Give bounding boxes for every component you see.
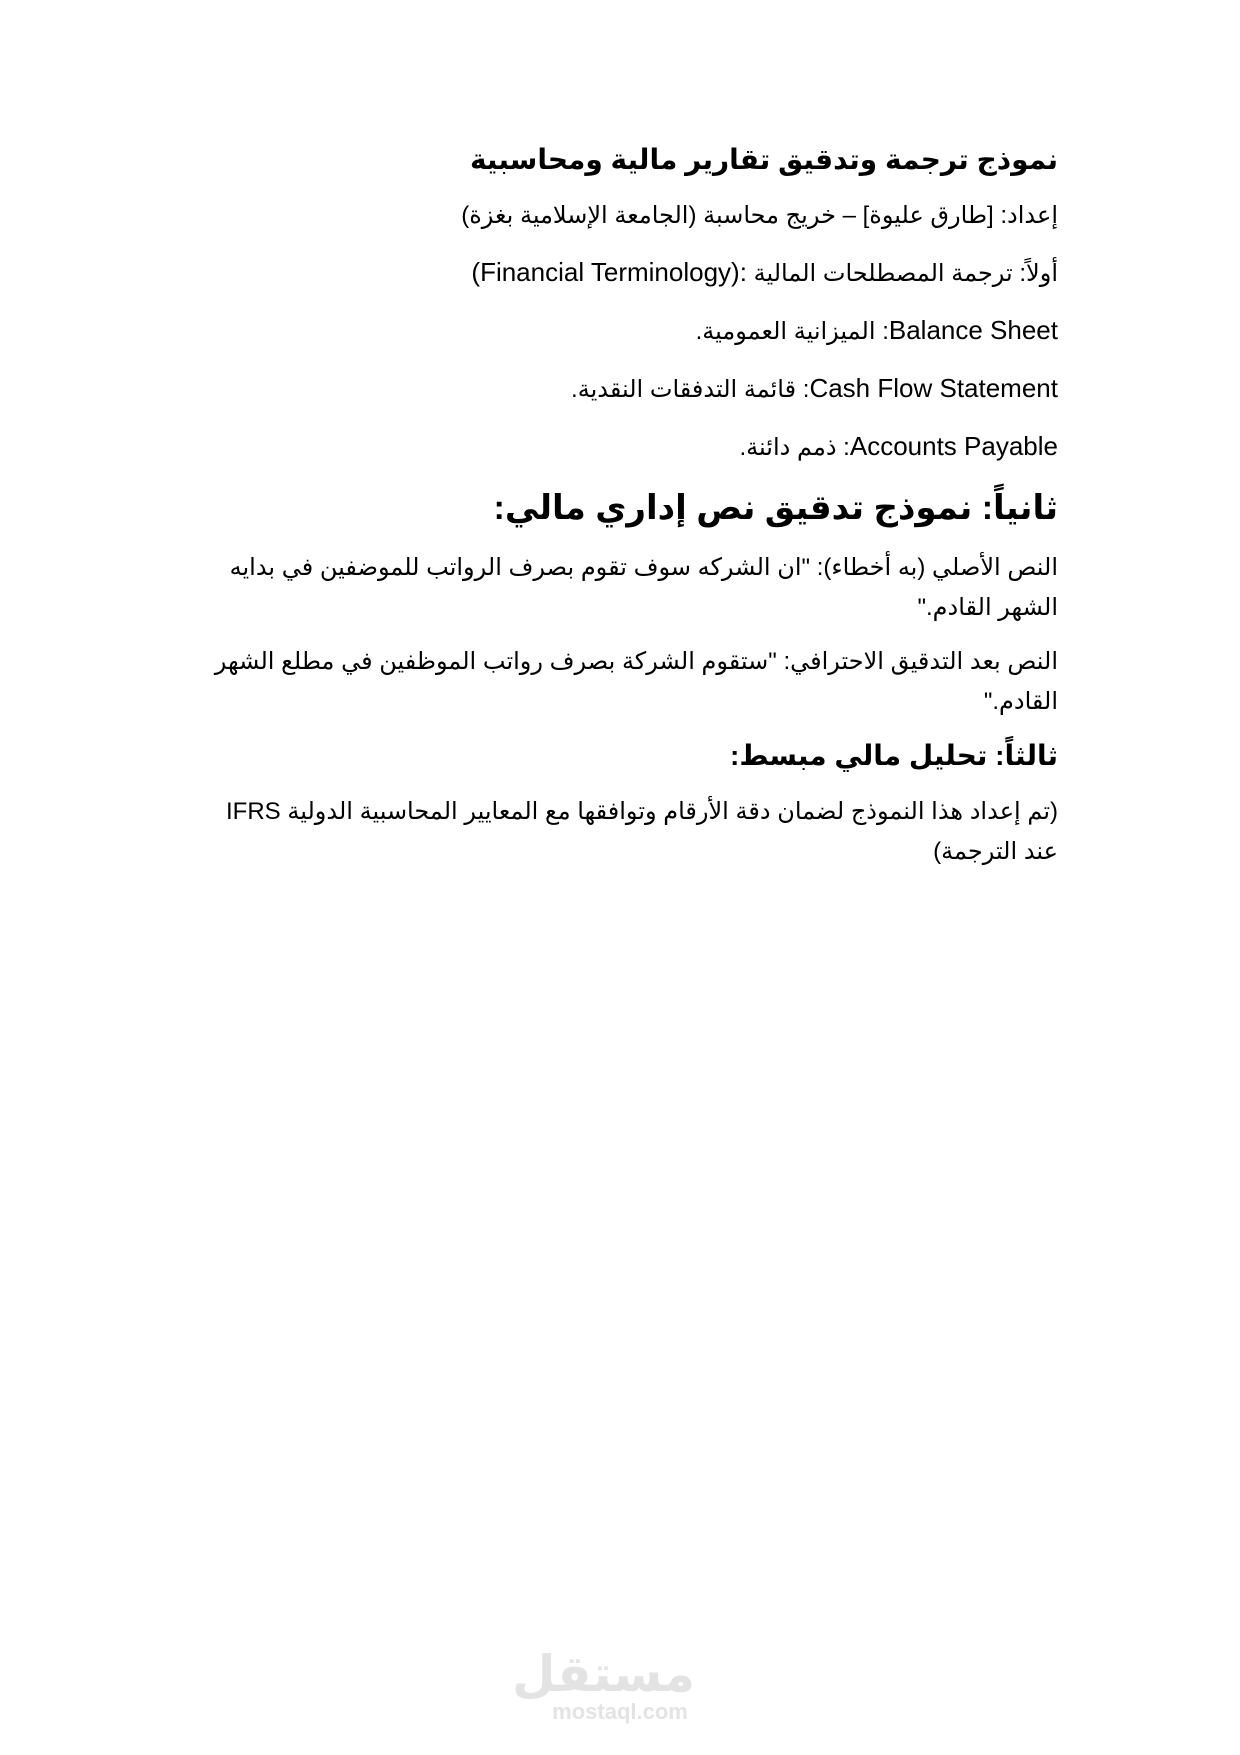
section1-heading — [200, 252, 1058, 294]
document-title: نموذج ترجمة وتدقيق تقارير مالية ومحاسبية — [469, 144, 1058, 175]
section3-heading: ثالثاً: تحليل مالي مبسط: — [730, 740, 1058, 771]
ifrs-note: (تم إعداد هذا النموذج لضمان دقة الأرقام وتوافقها مع المعايير المحاسبية الدولية IFRS عند الترجمة) — [226, 798, 1058, 865]
term-item — [200, 368, 1058, 410]
original-text: النص الأصلي (به أخطاء): "ان الشركه سوف تقوم بصرف الرواتب للموضفين في بدايه الشهر القادم." — [229, 554, 1058, 621]
term-ar: : الميزانية العمومية. — [695, 318, 889, 345]
term-item — [200, 310, 1058, 352]
term-ar: : قائمة التدفقات النقدية. — [571, 376, 810, 403]
section1-heading-en: (Financial Terminology): — [471, 257, 747, 287]
document-content — [200, 140, 1058, 886]
term-en: Accounts Payable — [849, 431, 1058, 461]
watermark-domain: mostaql.com — [552, 1699, 688, 1724]
watermark-logo: مستقل — [512, 1645, 695, 1703]
section2-heading: ثانياً: نموذج تدقيق نص إداري مالي: — [493, 489, 1058, 527]
term-en: Cash Flow Statement — [809, 373, 1058, 403]
section1-heading-ar: أولاً: ترجمة المصطلحات المالية — [746, 260, 1058, 287]
revised-text: النص بعد التدقيق الاحترافي: "ستقوم الشركة بصرف رواتب الموظفين في مطلع الشهر القادم." — [214, 648, 1058, 715]
term-item — [200, 426, 1058, 468]
term-ar: : ذمم دائنة. — [739, 434, 850, 461]
term-en: Balance Sheet — [888, 315, 1058, 345]
prepared-by: إعداد: [طارق عليوة] – خريج محاسبة (الجامعة الإسلامية بغزة) — [461, 202, 1058, 229]
watermark — [512, 1645, 695, 1724]
